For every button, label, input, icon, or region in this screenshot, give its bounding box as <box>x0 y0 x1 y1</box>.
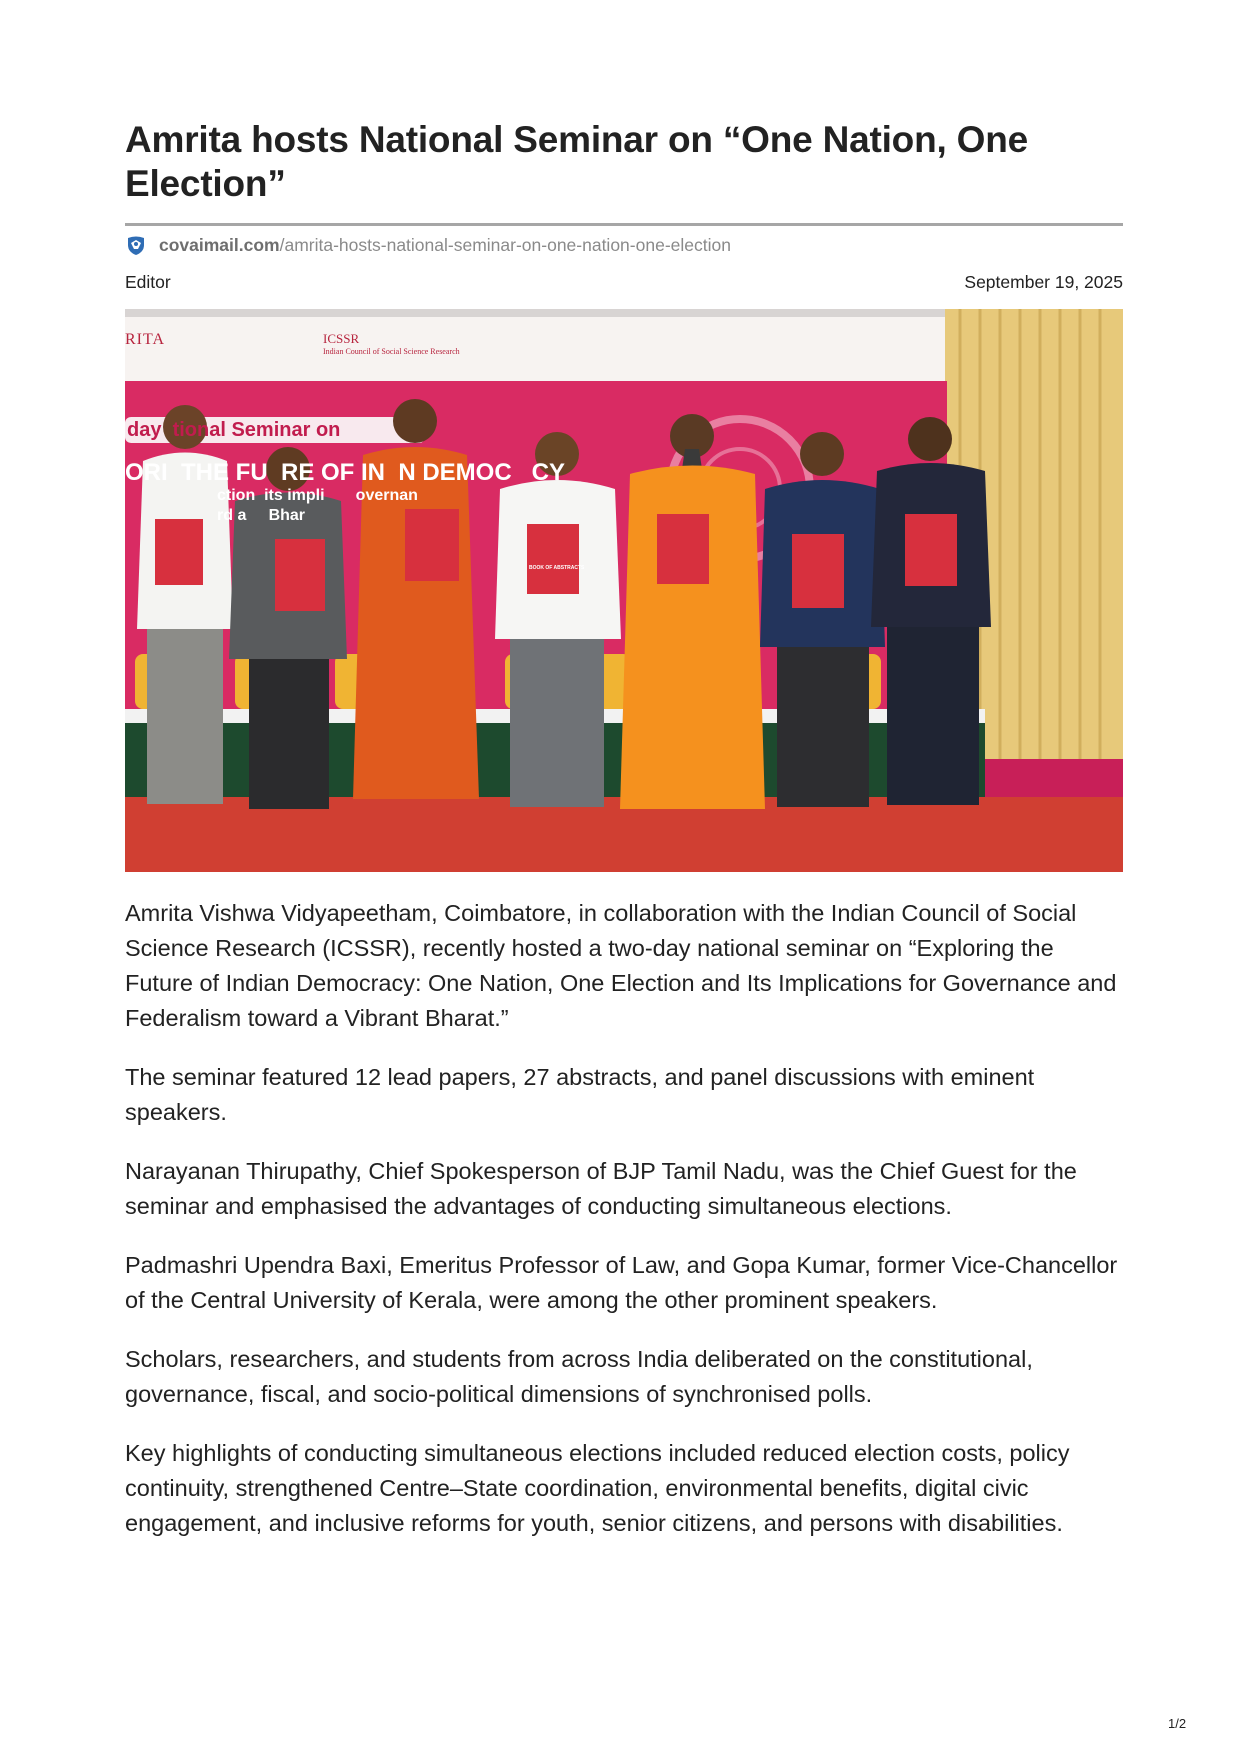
source-path[interactable]: /amrita-hosts-national-seminar-on-one-nation-one-election <box>279 234 731 255</box>
article-meta <box>125 272 1123 293</box>
logo-icssr: ICSSR <box>323 331 360 346</box>
source-line[interactable] <box>125 234 1123 256</box>
banner-line: ORI THE FU RE OF IN N DEMOC CY <box>125 459 566 486</box>
article-title: Amrita hosts National Seminar on “One Nation, One Election” <box>125 119 1029 204</box>
banner-subline-1: ction its impli overnan <box>217 487 418 504</box>
logo-left: RITA <box>125 331 166 348</box>
covaimail-logo-icon <box>125 234 147 256</box>
paragraph: Padmashri Upendra Baxi, Emeritus Professor of Law, and Gopa Kumar, former Vice-Chancellor of the Central University of Kerala, were among the other prominent speakers. <box>125 1252 1118 1313</box>
banner-subline-2: rd a Bhar <box>217 507 306 524</box>
article-photo <box>125 309 1123 872</box>
banner-heading: day tional Seminar on <box>127 419 341 441</box>
page-number: 1/2 <box>1168 1716 1187 1731</box>
paragraph: Scholars, researchers, and students from across India deliberated on the constitutional, governance, fiscal, and socio-political dimensions of synchronised polls. <box>125 1346 1033 1407</box>
article-body <box>125 896 1123 1541</box>
paragraph: Amrita Vishwa Vidyapeetham, Coimbatore, in collaboration with the Indian Council of Social Science Research (ICSSR), recently hosted a two-day national seminar on “Exploring the Future of Indian Democracy: One Nation, One Election and Its Implications for Governance and Federalism toward a Vibrant Bharat.” <box>125 900 1117 1031</box>
paragraph: Narayanan Thirupathy, Chief Spokesperson of BJP Tamil Nadu, was the Chief Guest for the seminar and emphasised the advantages of conducting simultaneous elections. <box>125 1158 1077 1219</box>
publish-date: September 19, 2025 <box>964 272 1123 292</box>
paragraph: The seminar featured 12 lead papers, 27 abstracts, and panel discussions with eminent speakers. <box>125 1064 1035 1125</box>
paragraph: Key highlights of conducting simultaneous elections included reduced election costs, policy continuity, strengthened Centre–State coordination, environmental benefits, digital civic engagement, and inclusive reforms for youth, senior citizens, and persons with disabilities. <box>125 1440 1070 1536</box>
author: Editor <box>125 272 171 292</box>
article <box>125 118 1123 1541</box>
title-divider <box>125 223 1123 226</box>
book-label: BOOK OF ABSTRACTS <box>529 565 585 571</box>
source-domain[interactable]: covaimail.com <box>159 234 280 255</box>
logo-icssr-subtitle: Indian Council of Social Science Research <box>323 347 460 356</box>
